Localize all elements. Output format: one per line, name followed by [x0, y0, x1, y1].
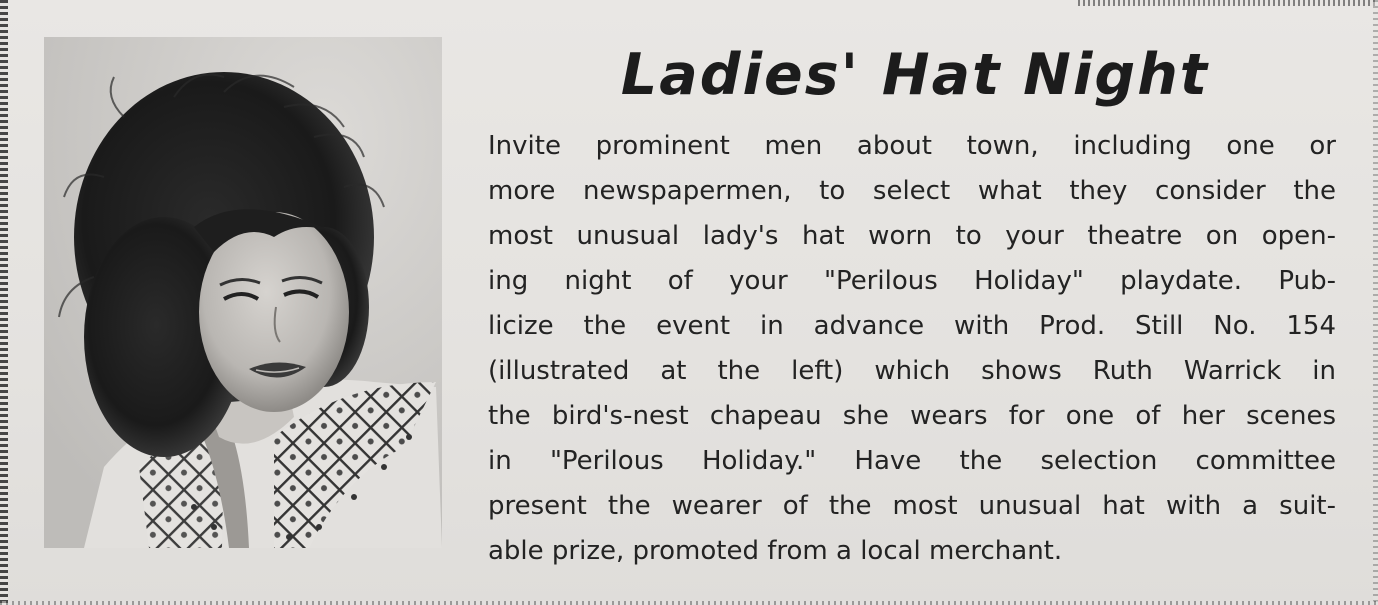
perforated-edge-right	[1373, 0, 1378, 605]
portrait-illustration	[44, 37, 442, 548]
perforated-edge-bottom	[0, 601, 1378, 605]
perforated-edge-left	[0, 0, 8, 605]
body-line: the bird's-nest chapeau she wears for one of her scenes	[488, 401, 1336, 431]
article-body	[488, 124, 1336, 574]
body-line: present the wearer of the most unusual hat with a suit-	[488, 491, 1336, 521]
body-line: Invite prominent men about town, including one or	[488, 131, 1336, 161]
body-line: ing night of your "Perilous Holiday" playdate. Pub-	[488, 266, 1336, 296]
portrait-photo	[44, 37, 442, 548]
body-line: most unusual lady's hat worn to your theatre on open-	[488, 221, 1336, 251]
body-line: able prize, promoted from a local merchant.	[488, 536, 1063, 566]
article-title: Ladies' Hat Night	[620, 42, 1210, 108]
perforated-edge-top	[1078, 0, 1378, 6]
body-line: (illustrated at the left) which shows Ruth Warrick in	[488, 356, 1336, 386]
body-line: more newspapermen, to select what they consider the	[488, 176, 1336, 206]
body-line: licize the event in advance with Prod. Still No. 154	[488, 311, 1336, 341]
body-line: in "Perilous Holiday." Have the selection committee	[488, 446, 1336, 476]
